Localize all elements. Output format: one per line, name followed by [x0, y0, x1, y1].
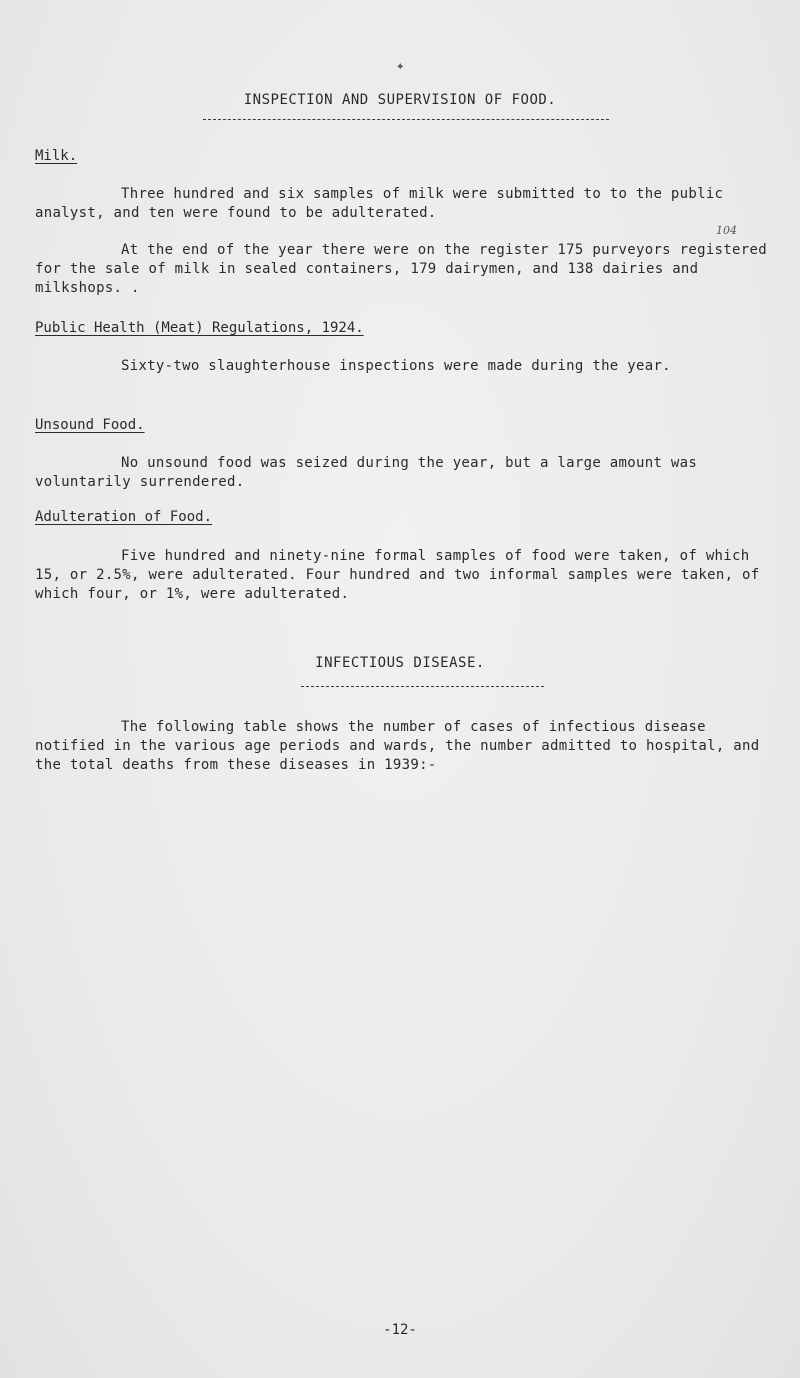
section-heading-adulteration: Adulteration of Food.	[35, 509, 213, 525]
section-heading-milk: Milk.	[35, 148, 78, 164]
adulteration-paragraph: Five hundred and ninety-nine formal samples of food were taken, of which 15, or 2.5%, were adulterated. Four hundred and two informal samples were taken, of which four, or 1%, were adulterated.	[35, 548, 760, 602]
handwritten-annotation: 104	[716, 224, 737, 237]
title-underline	[203, 119, 609, 120]
section-heading-unsound-food: Unsound Food.	[35, 417, 145, 433]
section-heading-meat: Public Health (Meat) Regulations, 1924.	[35, 320, 364, 336]
star-mark-icon: ✦	[396, 58, 405, 74]
milk-paragraph-2: At the end of the year there were on the register 175 purveyors registered for the sale of milk in sealed containers, 179 dairymen, and 138 dairies and milkshops. .	[35, 242, 767, 296]
infectious-disease-title: INFECTIOUS DISEASE.	[315, 655, 485, 671]
unsound-food-paragraph: No unsound food was seized during the year, but a large amount was voluntarily surrendered.	[35, 455, 698, 490]
page-number: -12-	[383, 1322, 417, 1338]
page-title: INSPECTION AND SUPERVISION OF FOOD.	[243, 92, 557, 108]
infectious-disease-paragraph: The following table shows the number of cases of infectious disease notified in the various age periods and wards, the number admitted to hospital, and the total deaths from these diseases in 1939:-	[35, 719, 760, 773]
milk-paragraph-1: Three hundred and six samples of milk were submitted to to the public analyst, and ten were found to be adulterated.	[35, 186, 724, 221]
infectious-title-underline	[301, 686, 544, 687]
meat-paragraph: Sixty-two slaughterhouse inspections were made during the year.	[121, 358, 671, 374]
